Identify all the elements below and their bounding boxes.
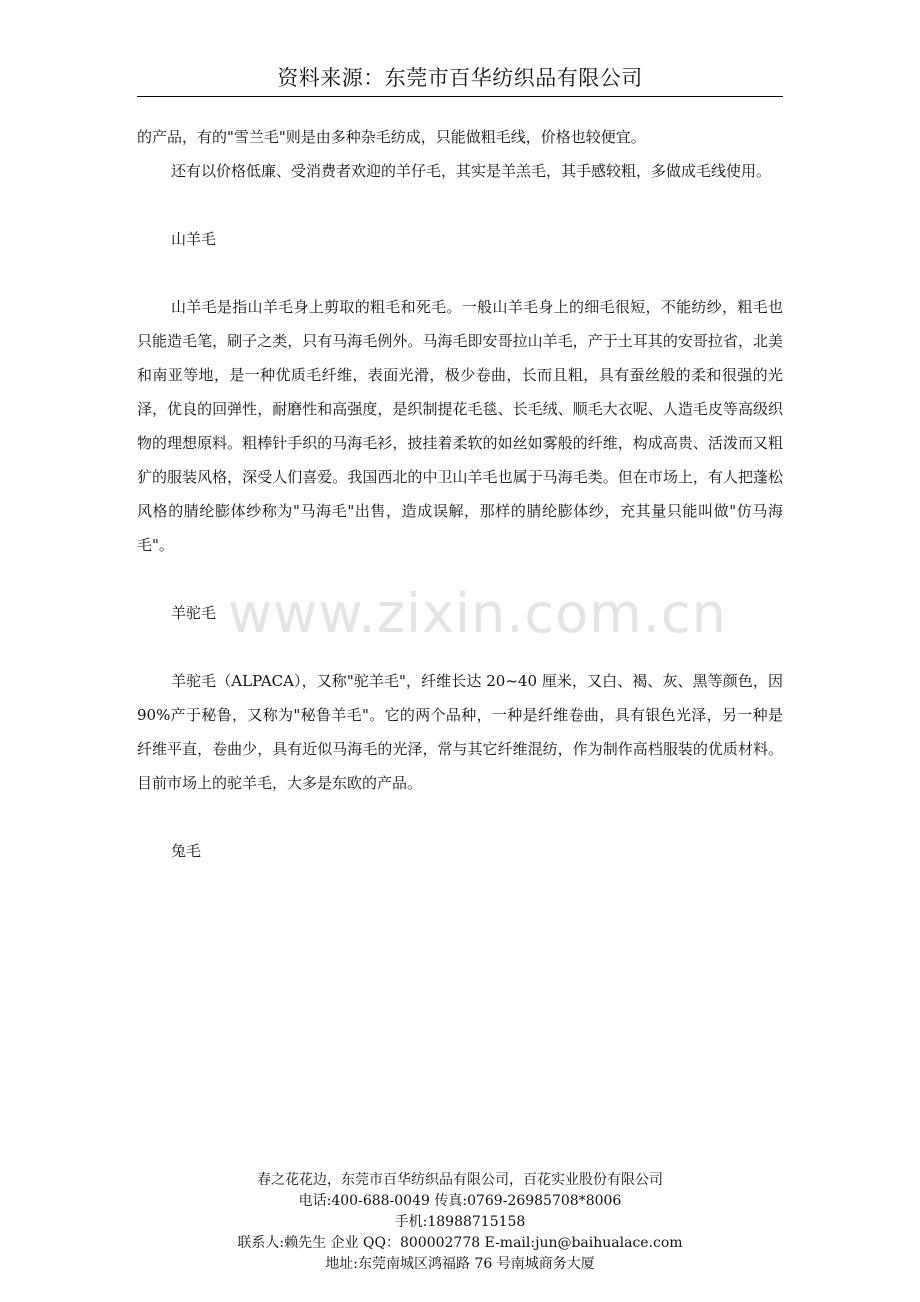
- section-heading-rabbit-hair: 兔毛: [171, 842, 202, 860]
- footer-address-line: 地址:东莞南城区鸿福路 76 号南城商务大厦: [325, 1256, 595, 1272]
- footer-company-line: 春之花花边，东莞市百华纺织品有限公司，百花实业股份有限公司: [257, 1172, 663, 1188]
- page-header-title: 资料来源：东莞市百华纺织品有限公司: [277, 66, 643, 90]
- paragraph-lamb-wool: 还有以价格低廉、受消费者欢迎的羊仔毛，其实是羊羔毛，其手感较粗，多做成毛线使用。: [171, 162, 772, 180]
- header-divider: [137, 96, 783, 97]
- footer-phone-line: 电话:400-688-0049 传真:0769-26985708*8006: [298, 1193, 622, 1209]
- watermark-text: www.zixin.com.cn: [228, 582, 727, 645]
- document-body: [137, 120, 783, 868]
- page-footer: [137, 1170, 783, 1275]
- paragraph-alpaca: 羊驼毛（ALPACA），又称"驼羊毛"，纤维长达 20~40 厘米，又白、褐、灰、黑等颜色，因 90%产于秘鲁，又称为"秘鲁羊毛"。它的两个品种，一种是纤维卷曲，具有银色光泽，另一种是纤维平直，卷曲少，具有近似马海毛的光泽，常与其它纤维混纺，作为制作高档服装的优质材料。目前市场上的驼羊毛，大多是东欧的产品。: [137, 672, 783, 792]
- section-heading-alpaca: 羊驼毛: [171, 604, 217, 622]
- paragraph-goat-hair: 山羊毛是指山羊毛身上剪取的粗毛和死毛。一般山羊毛身上的细毛很短，不能纺纱，粗毛也只能造毛笔，刷子之类，只有马海毛例外。马海毛即安哥拉山羊毛，产于土耳其的安哥拉省，北美和南亚等地，是一种优质毛纤维，表面光滑，极少卷曲，长而且粗，具有蚕丝般的柔和很强的光泽，优良的回弹性，耐磨性和高强度，是织制提花毛毯、长毛绒、顺毛大衣呢、人造毛皮等高级织物的理想原料。粗棒针手织的马海毛衫，披挂着柔软的如丝如雾般的纤维，构成高贵、活泼而又粗犷的服装风格，深受人们喜爱。我国西北的中卫山羊毛也属于马海毛类。但在市场上，有人把蓬松风格的腈纶膨体纱称为"马海毛"出售，造成误解，那样的腈纶膨体纱，充其量只能叫做"仿马海毛"。: [137, 298, 783, 554]
- paragraph-continuation: 的产品，有的"雪兰毛"则是由多种杂毛纺成，只能做粗毛线，价格也较便宜。: [137, 128, 646, 146]
- section-heading-goat-hair: 山羊毛: [171, 230, 217, 248]
- footer-contact-line: 联系人:赖先生 企业 QQ：800002778 E-mail:jun@baihualace.com: [237, 1235, 683, 1251]
- footer-mobile-line: 手机:18988715158: [394, 1214, 526, 1230]
